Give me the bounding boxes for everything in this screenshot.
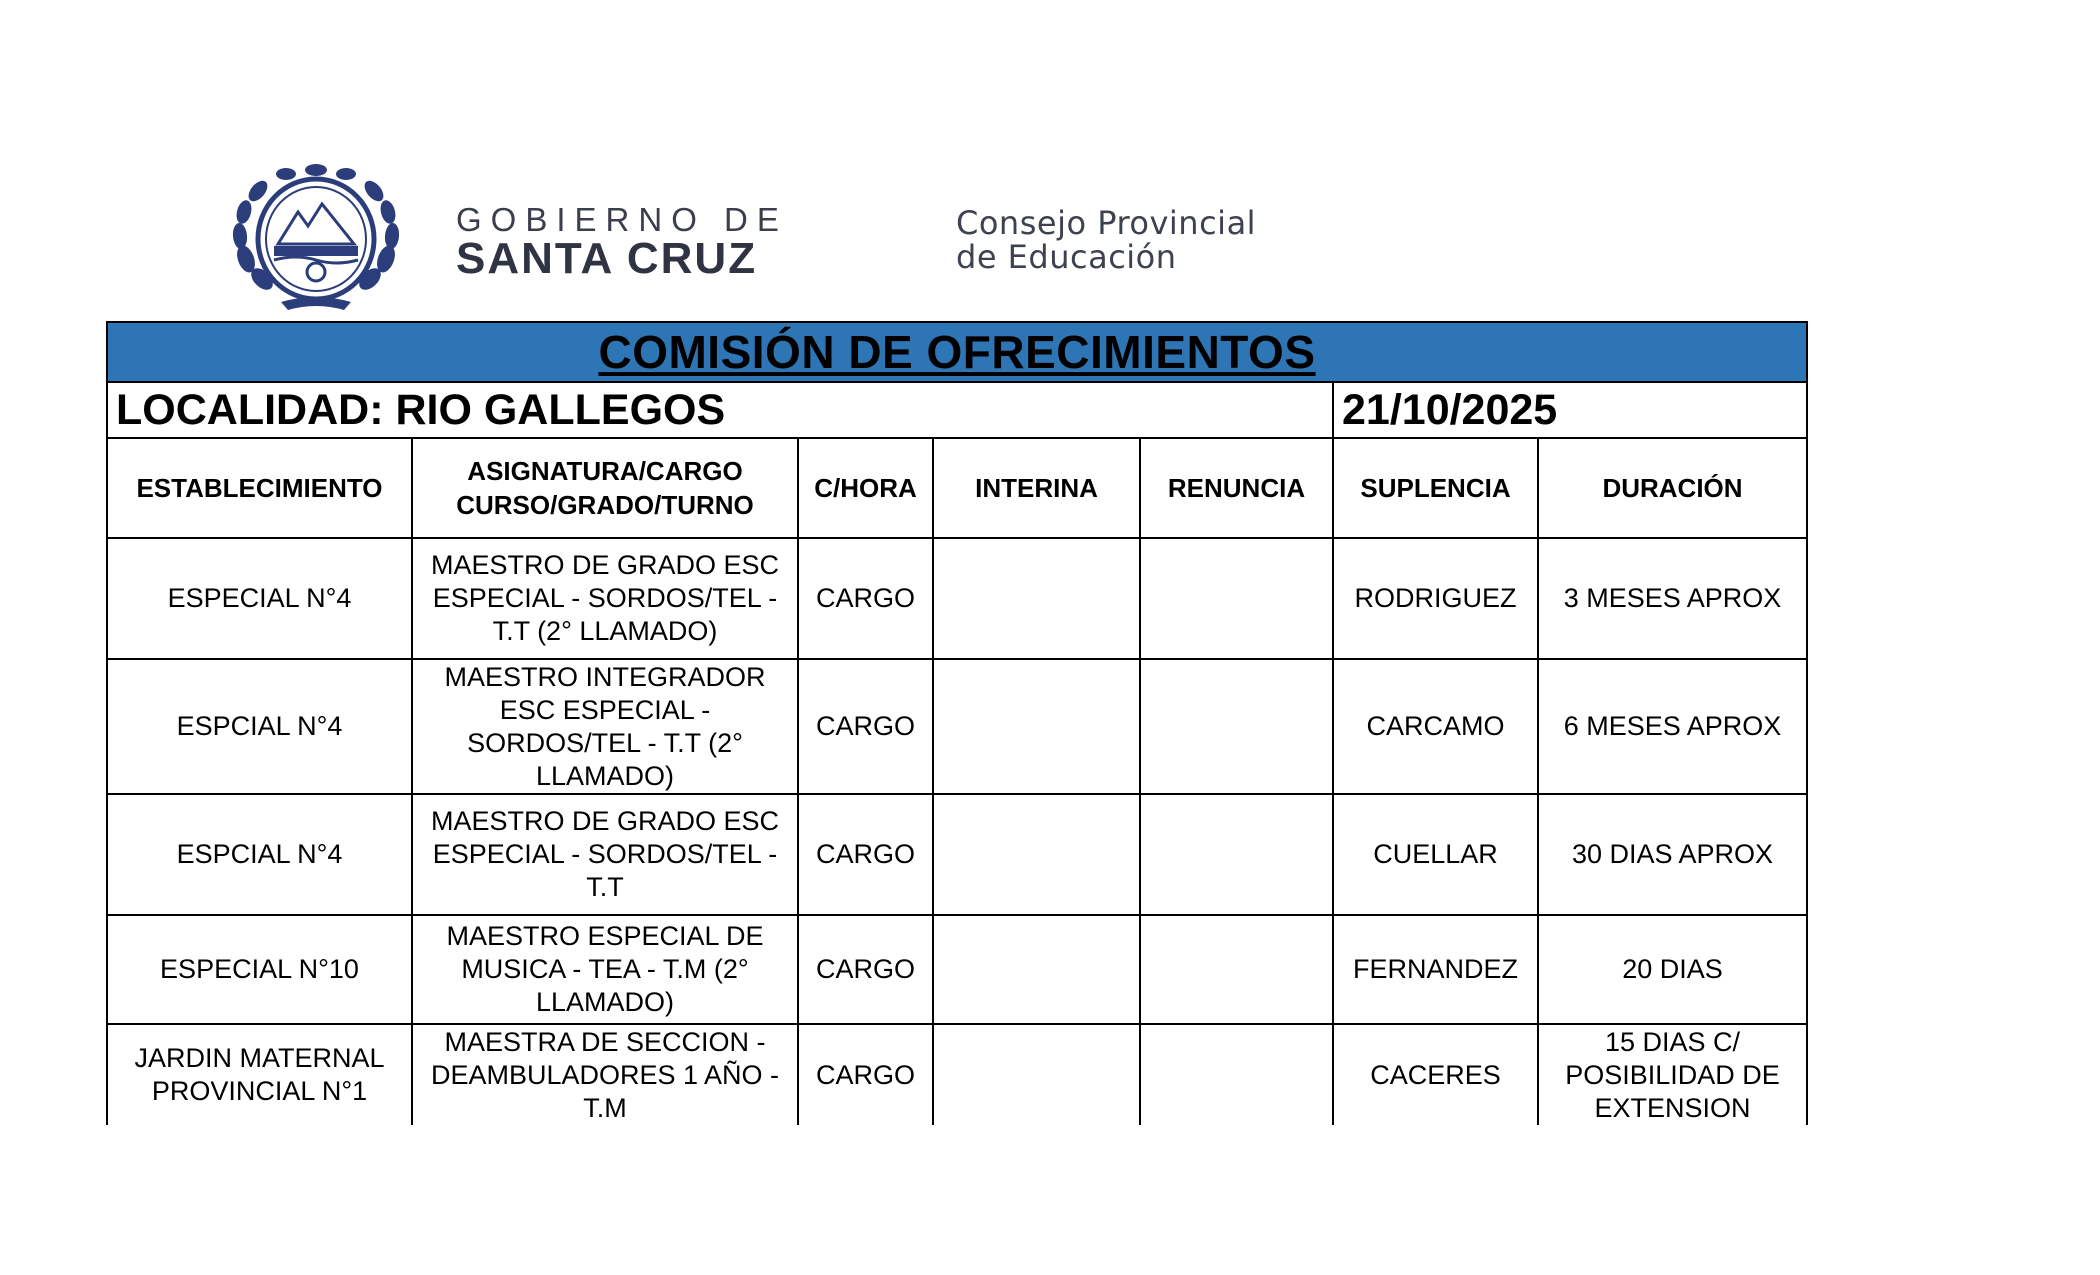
government-name — [456, 201, 788, 283]
cell-renuncia — [1140, 538, 1333, 659]
header-logos — [226, 164, 1356, 314]
date-label: 21/10/2025 — [1333, 382, 1807, 438]
cell-interina — [933, 915, 1140, 1024]
locality-label: LOCALIDAD: RIO GALLEGOS — [107, 382, 1333, 438]
page-title: COMISIÓN DE OFRECIMIENTOS — [598, 326, 1316, 378]
offers-table — [106, 321, 1808, 1125]
cell-establecimiento: ESPCIAL N°4 — [107, 794, 412, 915]
column-header-duracion: DURACIÓN — [1538, 438, 1807, 538]
column-header-suplencia: SUPLENCIA — [1333, 438, 1538, 538]
cell-establecimiento: ESPCIAL N°4 — [107, 659, 412, 794]
cell-duracion: 15 DIAS C/ POSIBILIDAD DE EXTENSION — [1538, 1024, 1807, 1125]
cell-suplencia: CUELLAR — [1333, 794, 1538, 915]
cell-asignatura: MAESTRO DE GRADO ESC ESPECIAL - SORDOS/TEL - T.T — [412, 794, 798, 915]
table-header-row — [107, 438, 1807, 538]
table-row — [107, 1024, 1807, 1125]
government-name-line1: GOBIERNO DE — [456, 201, 788, 238]
cell-asignatura: MAESTRO INTEGRADOR ESC ESPECIAL - SORDOS/TEL - T.T (2° LLAMADO) — [412, 659, 798, 794]
title-cell — [107, 322, 1807, 382]
table-row — [107, 659, 1807, 794]
column-header-establecimiento: ESTABLECIMIENTO — [107, 438, 412, 538]
cell-suplencia: RODRIGUEZ — [1333, 538, 1538, 659]
cell-interina — [933, 794, 1140, 915]
cell-asignatura: MAESTRO DE GRADO ESC ESPECIAL - SORDOS/TEL - T.T (2° LLAMADO) — [412, 538, 798, 659]
cell-suplencia: CARCAMO — [1333, 659, 1538, 794]
council-name — [956, 206, 1256, 274]
cell-establecimiento: JARDIN MATERNAL PROVINCIAL N°1 — [107, 1024, 412, 1125]
cell-interina — [933, 659, 1140, 794]
cell-asignatura: MAESTRA DE SECCION - DEAMBULADORES 1 AÑO - T.M — [412, 1024, 798, 1125]
title-row — [107, 322, 1807, 382]
council-name-line2: de Educación — [956, 238, 1177, 276]
cell-establecimiento: ESPECIAL N°4 — [107, 538, 412, 659]
cell-chora: CARGO — [798, 794, 933, 915]
cell-duracion: 30 DIAS APROX — [1538, 794, 1807, 915]
cell-chora: CARGO — [798, 659, 933, 794]
cell-chora: CARGO — [798, 915, 933, 1024]
cell-renuncia — [1140, 659, 1333, 794]
table-row — [107, 538, 1807, 659]
cell-asignatura: MAESTRO ESPECIAL DE MUSICA - TEA - T.M (2° LLAMADO) — [412, 915, 798, 1024]
cell-suplencia: CACERES — [1333, 1024, 1538, 1125]
cell-duracion: 3 MESES APROX — [1538, 538, 1807, 659]
cell-renuncia — [1140, 794, 1333, 915]
column-header-asignatura: ASIGNATURA/CARGO CURSO/GRADO/TURNO — [412, 438, 798, 538]
cell-renuncia — [1140, 915, 1333, 1024]
cell-chora: CARGO — [798, 1024, 933, 1125]
locality-row — [107, 382, 1807, 438]
cell-interina — [933, 538, 1140, 659]
cell-interina — [933, 1024, 1140, 1125]
cell-suplencia: FERNANDEZ — [1333, 915, 1538, 1024]
cell-renuncia — [1140, 1024, 1333, 1125]
cell-establecimiento: ESPECIAL N°10 — [107, 915, 412, 1024]
column-header-renuncia: RENUNCIA — [1140, 438, 1333, 538]
column-header-interina: INTERINA — [933, 438, 1140, 538]
government-name-line2: SANTA CRUZ — [456, 234, 758, 283]
table-row — [107, 794, 1807, 915]
cell-chora: CARGO — [798, 538, 933, 659]
cell-duracion: 20 DIAS — [1538, 915, 1807, 1024]
column-header-chora: C/HORA — [798, 438, 933, 538]
cell-duracion: 6 MESES APROX — [1538, 659, 1807, 794]
council-name-line1: Consejo Provincial — [956, 204, 1257, 242]
santa-cruz-coat-of-arms-icon — [226, 164, 406, 314]
table-row — [107, 915, 1807, 1024]
